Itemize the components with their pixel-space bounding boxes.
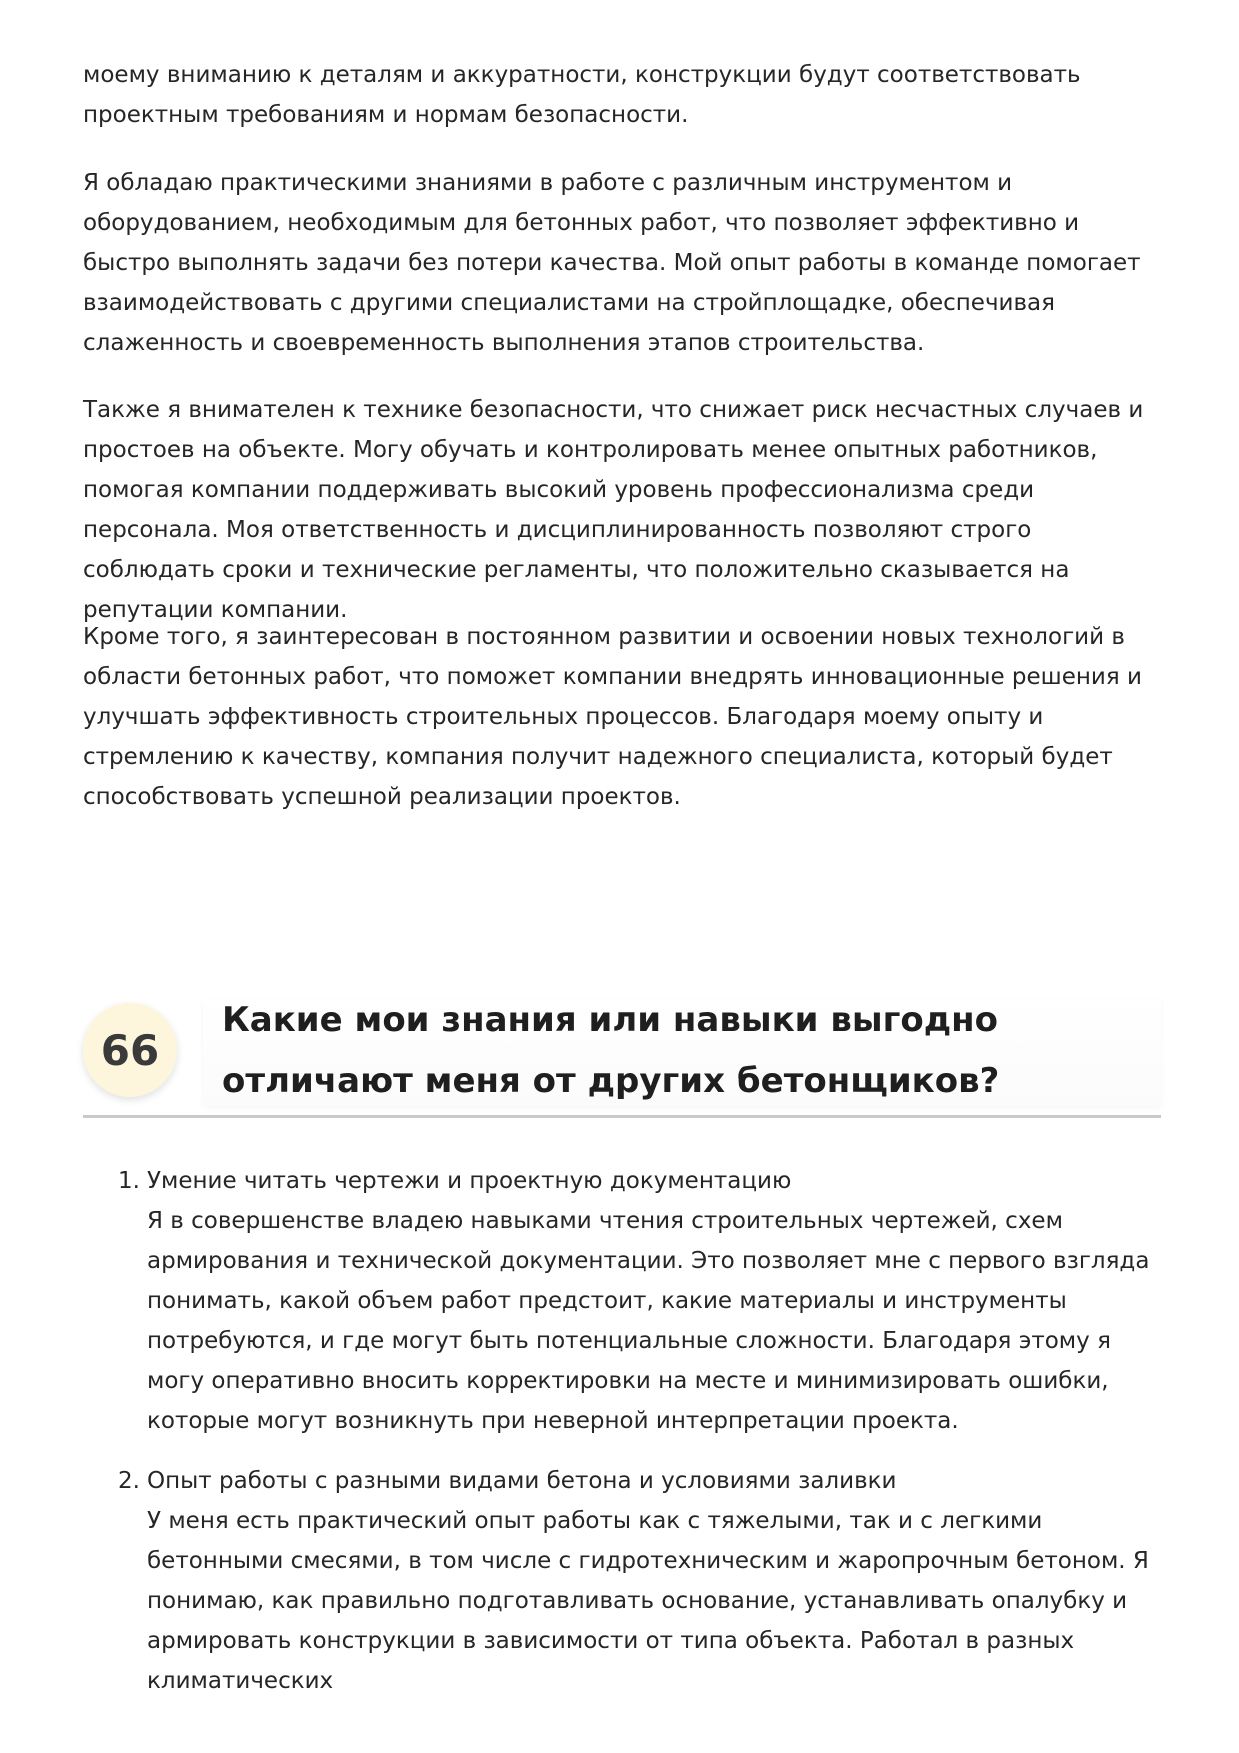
answer-number: 2.	[118, 1468, 140, 1494]
answer-list	[118, 1161, 1168, 1721]
question-number-badge: 66	[83, 1003, 177, 1097]
paragraph: Также я внимателен к технике безопасности, что снижает риск несчастных случаев и простоев на объекте. Могу обучать и контролировать менее опытных работников, помогая компании поддерживать высокий уровень профессионализма среди персонала. Моя ответственность и дисциплинированность позволяют строго соблюдать сроки и технические регламенты, что положительно сказывается на репутации компании.	[83, 397, 1144, 623]
paragraph: моему вниманию к деталям и аккуратности, конструкции будут соответствовать проектным требованиям и нормам безопасности.	[83, 62, 1081, 128]
question-divider	[83, 1115, 1161, 1118]
answer-title: Опыт работы с разными видами бетона и условиями заливки	[147, 1468, 897, 1494]
answer-item-1	[118, 1161, 1168, 1441]
answer-title: Умение читать чертежи и проектную документацию	[147, 1168, 792, 1194]
answer-number: 1.	[118, 1168, 140, 1194]
answer-text: У меня есть практический опыт работы как с тяжелыми, так и с легкими бетонными смесями, в том числе с гидротехническим и жаропрочным бетоном. Я понимаю, как правильно подготавливать основание, устанавливать опалубку и армировать конструкции в зависимости от типа объекта. Работал в разных климатических	[147, 1508, 1149, 1694]
paragraph: Кроме того, я заинтересован в постоянном развитии и освоении новых технологий в области бетонных работ, что поможет компании внедрять инновационные решения и улучшать эффективность строительных процессов. Благодаря моему опыту и стремлению к качеству, компания получит надежного специалиста, который будет способствовать успешной реализации проектов.	[83, 624, 1142, 810]
answer-item-2	[118, 1461, 1168, 1701]
question-title: Какие мои знания или навыки выгодно отличают меня от других бетонщиков?	[222, 1000, 1000, 1101]
question-header	[83, 990, 1161, 1120]
paragraph: Я обладаю практическими знаниями в работе с различным инструментом и оборудованием, необходимым для бетонных работ, что позволяет эффективно и быстро выполнять задачи без потери качества. Мой опыт работы в команде помогает взаимодействовать с другими специалистами на стройплощадке, обеспечивая слаженность и своевременность выполнения этапов строительства.	[83, 170, 1141, 356]
answer-text: Я в совершенстве владею навыками чтения строительных чертежей, схем армирования и технической документации. Это позволяет мне с первого взгляда понимать, какой объем работ предстоит, какие материалы и инструменты потребуются, и где могут быть потенциальные сложности. Благодаря этому я могу оперативно вносить корректировки на месте и минимизировать ошибки, которые могут возникнуть при неверной интерпретации проекта.	[147, 1208, 1150, 1434]
